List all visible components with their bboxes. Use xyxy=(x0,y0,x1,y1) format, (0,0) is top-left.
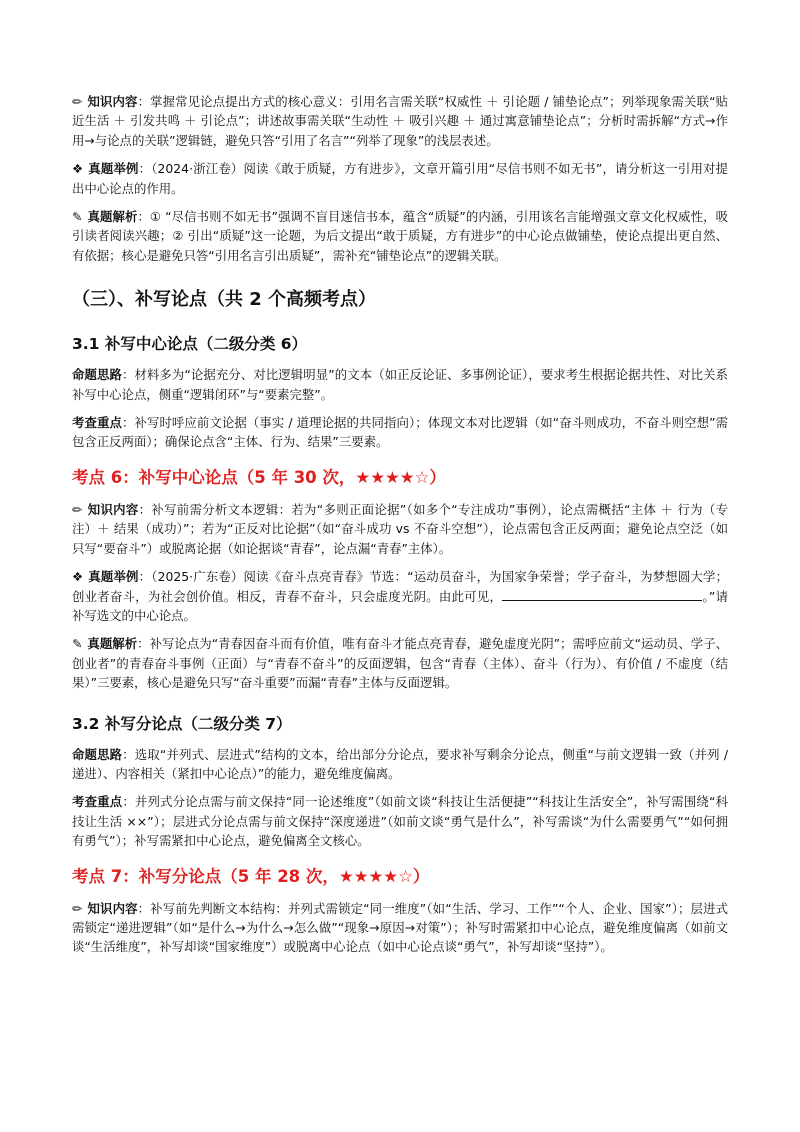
s32-focus-paragraph xyxy=(72,792,728,850)
kd6-example-text: ：（2025·广东卷）阅读《奋斗点亮青春》节选：“运动员奋斗，为国家争荣誉；学子奋斗，为梦想圆大学；创业者奋斗，为社会创价值。相反，青春不奋斗，只会虚度光阴。由此可见， xyxy=(72,569,728,604)
exam-example-text: ：（2024·浙江卷）阅读《敢于质疑，方有进步》，文章开篇引用“尽信书则不如无书”，请分析这一引用对提出中心论点的作用。 xyxy=(72,161,729,196)
knowledge-content-paragraph xyxy=(72,92,728,150)
kd6-example-tail: 。”请补写选文的中心论点。 xyxy=(72,588,728,623)
kd6-title: 考点 6：补写中心论点（5 年 30 次，★★★★☆） xyxy=(72,467,446,487)
answer-blank xyxy=(502,588,702,601)
pencil-icon: ✏ xyxy=(72,501,83,517)
kd6-analysis-text: ：补写论点为“青春因奋斗而有价值，唯有奋斗才能点亮青春，避免虚度光阴”；需呼应前文“运动员、学子、创业者”的青春奋斗事例（正面）与“青春不奋斗”的反面逻辑，包含“青春（主体）、奋斗（行为）、有价值 / 不虚度（结果）”三要素，核心是避免只写“奋斗重要”而漏“青春”主体与反面逻辑。 xyxy=(72,636,729,691)
kd6-knowledge-label: 知识内容 xyxy=(87,501,139,517)
kd7-title: 考点 7：补写分论点（5 年 28 次，★★★★☆） xyxy=(72,866,430,886)
pen-icon: ✎ xyxy=(72,209,83,225)
exam-example-paragraph xyxy=(72,159,728,198)
pencil-icon: ✏ xyxy=(72,94,83,109)
s32-thinking-label: 命题思路 xyxy=(72,746,123,762)
s31-thinking-paragraph xyxy=(72,365,728,404)
subsection-3-2-title: 3.2 补写分论点（二级分类 7） xyxy=(72,714,292,733)
s32-thinking-paragraph xyxy=(72,745,728,784)
s32-focus-text: ：并列式分论点需与前文保持“同一论述维度”（如前文谈“科技让生活便捷”“科技让生活安全”，补写需围绕“科技让生活 ××”）；层进式分论点需与前文保持“深度递进”（如前文谈“勇气是什么”，补写需谈“为什么需要勇气”“如何拥有勇气”）；补写需紧扣中心论点，避免偏离全文核心。 xyxy=(72,794,728,849)
exam-analysis-label: 真题解析 xyxy=(87,209,138,225)
kd6-example-paragraph xyxy=(72,567,728,625)
s31-focus-text: ：补写时呼应前文论据（事实 / 道理论据的共同指向）；体现文本对比逻辑（如“奋斗则成功，不奋斗则空想”需包含正反两面）；确保论点含“主体、行为、结果”三要素。 xyxy=(72,415,728,450)
s31-focus-paragraph xyxy=(72,413,728,452)
knowledge-text: ：掌握常见论点提出方式的核心意义：引用名言需关联“权威性 ＋ 引论题 / 铺垫论点”；列举现象需关联“贴近生活 ＋ 引发共鸣 ＋ 引论点”；讲述故事需关联“生动性 ＋ 吸引兴趣 ＋ 通过寓意铺垫论点”；分析时需拆解“方式→作用→与论点的关联”逻辑链，避免只答“引用了名言”“列举了现象”的浅层表述。 xyxy=(72,94,729,148)
kd6-knowledge-paragraph xyxy=(72,500,728,558)
document-page xyxy=(72,92,728,966)
kd6-knowledge-text: ：补写前需分析文本逻辑：若为“多则正面论据”（如多个“专注成功”事例），论点需概括“主体 ＋ 行为（专注）＋ 结果（成功）”；若为“正反对比论据”（如“奋斗成功 vs 不奋斗空想”），论点需包含正反两面；避免论点空泛（如只写“要奋斗”）或脱离论据（如论据谈“青春”，论点漏“青春”主体）。 xyxy=(72,501,729,556)
kd6-analysis-paragraph xyxy=(72,634,728,692)
s32-focus-label: 考查重点 xyxy=(72,794,123,810)
exam-analysis-text: ：① “尽信书则不如无书”强调不盲目迷信书本，蕴含“质疑”的内涵，引用该名言能增强文章文化权威性，吸引读者阅读兴趣；② 引出“质疑”这一论题，为后文提出“敢于质疑，方有进步”的中心论点做铺垫，使论点提出更自然、有依据；核心是避免只答“引用名言引出质疑”，需补充“铺垫论点”的逻辑关联。 xyxy=(72,209,728,263)
pen-icon: ✎ xyxy=(72,636,83,652)
knowledge-label: 知识内容 xyxy=(87,94,138,109)
kd6-analysis-label: 真题解析 xyxy=(87,636,138,652)
pencil-icon: ✏ xyxy=(72,900,83,916)
exam-analysis-paragraph xyxy=(72,207,728,265)
s31-thinking-text: ：材料多为“论据充分、对比逻辑明显”的文本（如正反论证、多事例论证），要求考生根据论据共性、对比关系补写中心论点，侧重“逻辑闭环”与“要素完整”。 xyxy=(72,367,729,402)
kd6-example-label: 真题举例 xyxy=(88,569,139,585)
exam-example-label: 真题举例 xyxy=(88,161,139,177)
kd7-knowledge-text: ：补写前先判断文本结构：并列式需锁定“同一维度”（如“生活、学习、工作”“个人、企业、国家”）；层进式需锁定“递进逻辑”（如“是什么→为什么→怎么做”“现象→原因→对策”）；补写时需紧扣中心论点，避免维度偏离（如前文谈“生活维度”，补写却谈“国家维度”）或脱离中心论点（如中心论点谈“勇气”，补写却谈“坚持”）。 xyxy=(72,900,728,955)
diamond-icon: ❖ xyxy=(72,161,84,177)
s32-thinking-text: ：选取“并列式、层进式”结构的文本，给出部分分论点，要求补写剩余分论点，侧重“与前文逻辑一致（并列 / 递进）、内容相关（紧扣中心论点）”的能力，避免维度偏离。 xyxy=(72,746,729,781)
kd7-knowledge-label: 知识内容 xyxy=(87,900,138,916)
s31-thinking-label: 命题思路 xyxy=(72,367,122,383)
section-3-title: （三）、补写论点（共 2 个高频考点） xyxy=(72,289,377,311)
diamond-icon: ❖ xyxy=(72,569,84,585)
kd7-knowledge-paragraph xyxy=(72,899,728,957)
subsection-3-1-title: 3.1 补写中心论点（二级分类 6） xyxy=(72,335,308,354)
s31-focus-label: 考查重点 xyxy=(72,415,122,431)
